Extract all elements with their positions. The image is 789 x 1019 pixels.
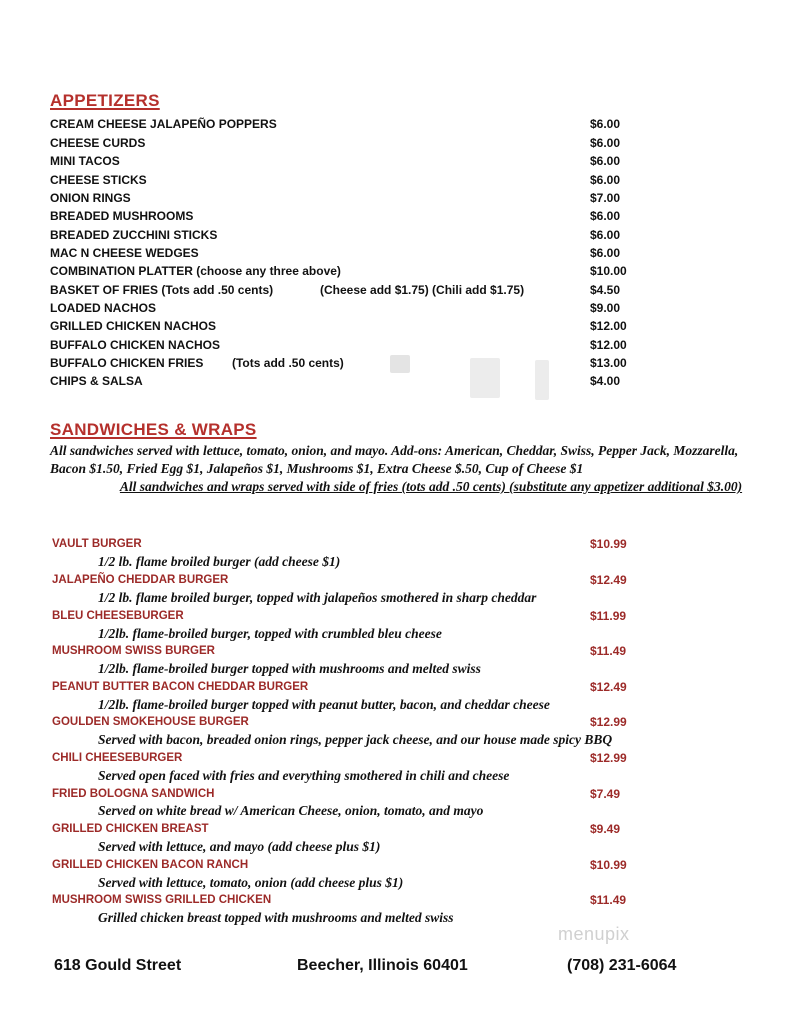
appetizer-price: $6.00 <box>590 154 621 168</box>
appetizer-price: $6.00 <box>590 173 621 187</box>
sandwich-name: FRIED BOLOGNA SANDWICH <box>52 788 215 800</box>
appetizer-addons: (Tots add .50 cents) <box>232 356 344 370</box>
sandwiches-intro: All sandwiches served with lettuce, tomato, onion, and mayo. Add-ons: American, Cheddar, Swiss, Pepper Jack, Mozzarella, Bacon $1.50, Fried Egg $1, Jalapeños $1, Mushrooms $1, Extra Cheese $.50, Cup of Cheese $1 <box>50 443 739 476</box>
sandwich-name: BLEU CHEESEBURGER <box>52 610 184 622</box>
appetizer-name: GRILLED CHICKEN NACHOS <box>50 319 217 333</box>
sandwich-price: $7.49 <box>590 787 621 801</box>
sandwich-price: $11.49 <box>590 644 627 658</box>
appetizer-name: BUFFALO CHICKEN FRIES <box>50 356 204 370</box>
sandwich-description: 1/2 lb. flame broiled burger, topped with jalapeños smothered in sharp cheddar <box>98 590 537 605</box>
appetizer-addons: (Cheese add $1.75) (Chili add $1.75) <box>320 283 525 297</box>
sandwich-name: JALAPEÑO CHEDDAR BURGER <box>52 574 229 586</box>
appetizer-price: $12.00 <box>590 319 627 333</box>
sandwiches-heading: SANDWICHES & WRAPS <box>50 420 257 439</box>
scan-smudge <box>390 355 410 373</box>
appetizer-price: $12.00 <box>590 338 627 352</box>
appetizer-name: CHEESE STICKS <box>50 173 147 187</box>
sandwich-description: 1/2 lb. flame broiled burger (add cheese $1) <box>98 554 341 569</box>
sandwich-description: 1/2lb. flame-broiled burger topped with mushrooms and melted swiss <box>98 661 481 676</box>
appetizer-name: MINI TACOS <box>50 154 120 168</box>
appetizer-name: CHIPS & SALSA <box>50 374 143 388</box>
scan-smudge <box>535 360 549 400</box>
sandwich-name: PEANUT BUTTER BACON CHEDDAR BURGER <box>52 681 309 693</box>
sandwich-name: GRILLED CHICKEN BREAST <box>52 823 209 835</box>
sandwich-price: $10.99 <box>590 858 627 872</box>
sandwich-name: VAULT BURGER <box>52 538 142 550</box>
sandwich-description: Served on white bread w/ American Cheese, onion, tomato, and mayo <box>98 803 484 818</box>
appetizer-name: CHEESE CURDS <box>50 136 146 150</box>
sandwich-name: GRILLED CHICKEN BACON RANCH <box>52 859 249 871</box>
sandwich-price: $12.99 <box>590 715 627 729</box>
appetizer-price: $4.00 <box>590 374 621 388</box>
sandwich-price: $11.99 <box>590 609 627 623</box>
sandwich-price: $11.49 <box>590 893 627 907</box>
sandwich-price: $12.49 <box>590 680 627 694</box>
appetizer-price: $6.00 <box>590 228 621 242</box>
appetizer-price: $4.50 <box>590 283 621 297</box>
appetizer-name: BREADED MUSHROOMS <box>50 209 194 223</box>
scan-smudge <box>470 358 500 398</box>
sandwich-description: Served open faced with fries and everything smothered in chili and cheese <box>98 768 510 783</box>
appetizer-name: COMBINATION PLATTER (choose any three above) <box>50 264 341 278</box>
menupix-watermark: menupix <box>558 924 630 944</box>
sandwich-description: 1/2lb. flame-broiled burger, topped with crumbled bleu cheese <box>98 626 442 641</box>
appetizer-name: CREAM CHEESE JALAPEÑO POPPERS <box>50 117 277 131</box>
appetizers-heading: APPETIZERS <box>50 91 160 110</box>
appetizer-price: $6.00 <box>590 246 621 260</box>
appetizer-price: $7.00 <box>590 191 621 205</box>
appetizer-name: BUFFALO CHICKEN NACHOS <box>50 338 220 352</box>
street-address: 618 Gould Street <box>54 957 182 974</box>
appetizer-name: MAC N CHEESE WEDGES <box>50 246 199 260</box>
appetizer-price: $10.00 <box>590 264 627 278</box>
sandwich-description: Served with lettuce, and mayo (add cheese plus $1) <box>98 839 381 854</box>
phone-number: (708) 231-6064 <box>567 957 677 974</box>
appetizer-name: BASKET OF FRIES (Tots add .50 cents) <box>50 283 274 297</box>
sandwich-price: $9.49 <box>590 822 621 836</box>
sandwich-price: $10.99 <box>590 537 627 551</box>
appetizer-price: $6.00 <box>590 136 621 150</box>
sandwiches-side-note <box>96 478 766 496</box>
appetizer-name: BREADED ZUCCHINI STICKS <box>50 228 218 242</box>
sandwich-description: Served with bacon, breaded onion rings, pepper jack cheese, and our house made spicy BBQ <box>98 732 613 747</box>
appetizer-price: $13.00 <box>590 356 627 370</box>
sandwich-name: GOULDEN SMOKEHOUSE BURGER <box>52 716 249 728</box>
sandwich-name: MUSHROOM SWISS BURGER <box>52 645 215 657</box>
appetizer-name: ONION RINGS <box>50 191 131 205</box>
sandwich-name: MUSHROOM SWISS GRILLED CHICKEN <box>52 894 272 906</box>
sandwich-name: CHILI CHEESEBURGER <box>52 752 183 764</box>
sandwich-price: $12.99 <box>590 751 627 765</box>
city-state-zip: Beecher, Illinois 60401 <box>297 957 468 974</box>
sandwich-price: $12.49 <box>590 573 627 587</box>
sandwich-description: Served with lettuce, tomato, onion (add cheese plus $1) <box>98 875 404 890</box>
sandwich-description: 1/2lb. flame-broiled burger topped with peanut butter, bacon, and cheddar cheese <box>98 697 550 712</box>
appetizer-price: $6.00 <box>590 209 621 223</box>
sandwich-description: Grilled chicken breast topped with mushrooms and melted swiss <box>98 910 454 925</box>
appetizer-price: $9.00 <box>590 301 621 315</box>
sandwiches-side-note-text: All sandwiches and wraps served with side of fries (tots add .50 cents) (substitute any appetizer additional $3.00) <box>119 479 743 494</box>
appetizer-price: $6.00 <box>590 117 621 131</box>
appetizer-name: LOADED NACHOS <box>50 301 157 315</box>
